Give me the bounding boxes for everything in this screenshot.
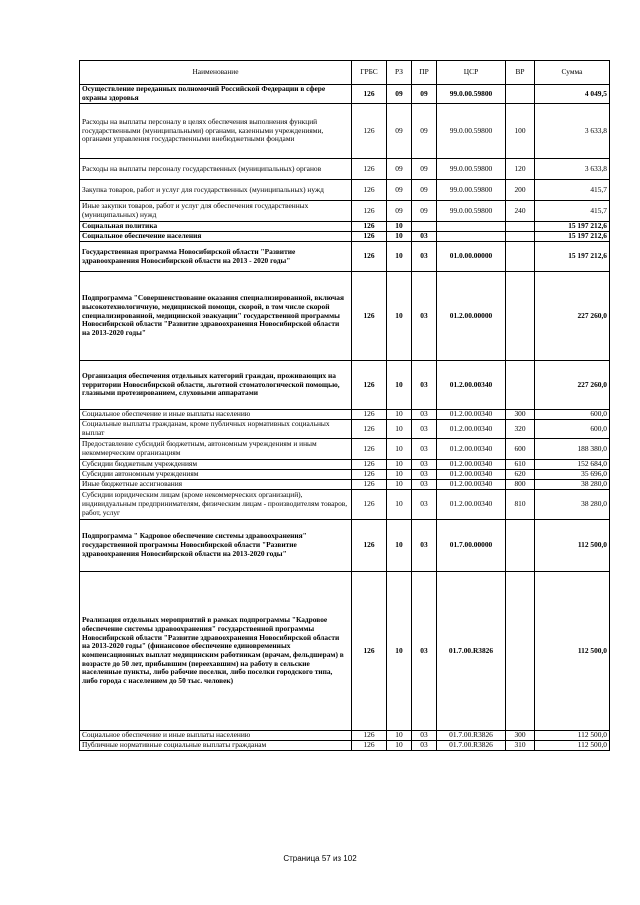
cell-rz: 09 (387, 85, 412, 104)
table-row (80, 480, 610, 490)
table-row (80, 104, 610, 159)
cell-csr: 01.7.00.R3826 (437, 731, 506, 741)
cell-sum: 415,7 (535, 180, 610, 201)
cell-rz: 10 (387, 232, 412, 242)
cell-pr: 03 (412, 572, 437, 731)
cell-sum: 112 500,0 (535, 741, 610, 751)
table-row (80, 420, 610, 439)
cell-pr: 03 (412, 410, 437, 420)
header-sum: Сумма (535, 61, 610, 85)
cell-vr (506, 222, 535, 232)
cell-rz: 10 (387, 731, 412, 741)
cell-pr: 03 (412, 490, 437, 520)
cell-sum: 35 696,0 (535, 470, 610, 480)
cell-pr: 03 (412, 460, 437, 470)
cell-pr: 09 (412, 104, 437, 159)
cell-pr: 03 (412, 242, 437, 272)
cell-grbs: 126 (352, 222, 387, 232)
cell-name: Реализация отдельных мероприятий в рамках подпрограммы "Кадровое обеспечение системы здравоохранения" государственной программы Новосибирской области "Развитие здравоохранения Новосибирской области на 2013-2020 годы" (финансовое обеспечение единовременных компенсационных выплат медицинским работникам (врачам, фельдшерам) в возрасте до 50 лет, прибывшим (переехавшим) на работу в сельские населенные пункты, либо рабочие поселки, либо поселки городского типа, либо города с населением до 50 тыс. человек) (80, 572, 352, 731)
header-csr: ЦСР (437, 61, 506, 85)
cell-sum: 38 280,0 (535, 480, 610, 490)
cell-rz: 10 (387, 272, 412, 361)
cell-vr (506, 361, 535, 410)
cell-vr: 200 (506, 180, 535, 201)
cell-grbs: 126 (352, 460, 387, 470)
cell-name: Иные бюджетные ассигнования (80, 480, 352, 490)
table-row (80, 520, 610, 572)
cell-rz: 10 (387, 420, 412, 439)
cell-csr: 99.0.00.59800 (437, 180, 506, 201)
cell-csr: 01.2.00.00000 (437, 272, 506, 361)
header-grbs: ГРБС (352, 61, 387, 85)
cell-sum: 152 684,0 (535, 460, 610, 470)
cell-pr: 03 (412, 731, 437, 741)
cell-pr: 03 (412, 420, 437, 439)
header-pr: ПР (412, 61, 437, 85)
table-row (80, 180, 610, 201)
table-row (80, 470, 610, 480)
header-name: Наименование (80, 61, 352, 85)
cell-name: Социальное обеспечение и иные выплаты населению (80, 731, 352, 741)
cell-csr: 99.0.00.59800 (437, 201, 506, 222)
cell-rz: 09 (387, 201, 412, 222)
cell-rz: 10 (387, 741, 412, 751)
cell-vr: 600 (506, 439, 535, 460)
table-header-row (80, 61, 610, 85)
header-rz: РЗ (387, 61, 412, 85)
cell-pr: 09 (412, 159, 437, 180)
cell-pr: 03 (412, 480, 437, 490)
cell-sum: 600,0 (535, 410, 610, 420)
cell-sum: 15 197 212,6 (535, 242, 610, 272)
cell-csr: 01.7.00.R3826 (437, 741, 506, 751)
cell-sum: 112 500,0 (535, 731, 610, 741)
cell-vr: 300 (506, 410, 535, 420)
cell-vr (506, 85, 535, 104)
table-row (80, 460, 610, 470)
table-row (80, 85, 610, 104)
cell-name: Закупка товаров, работ и услуг для государственных (муниципальных) нужд (80, 180, 352, 201)
cell-vr: 810 (506, 490, 535, 520)
cell-grbs: 126 (352, 490, 387, 520)
cell-csr: 99.0.00.59800 (437, 159, 506, 180)
cell-rz: 10 (387, 572, 412, 731)
cell-rz: 10 (387, 470, 412, 480)
cell-csr: 01.7.00.00000 (437, 520, 506, 572)
cell-rz: 10 (387, 460, 412, 470)
cell-sum: 4 049,5 (535, 85, 610, 104)
cell-sum: 188 380,0 (535, 439, 610, 460)
table-row (80, 361, 610, 410)
cell-pr: 03 (412, 741, 437, 751)
cell-vr: 240 (506, 201, 535, 222)
cell-grbs: 126 (352, 180, 387, 201)
cell-csr (437, 222, 506, 232)
cell-vr (506, 272, 535, 361)
cell-sum: 112 500,0 (535, 572, 610, 731)
cell-rz: 10 (387, 439, 412, 460)
cell-grbs: 126 (352, 104, 387, 159)
cell-name: Подпрограмма "Совершенствование оказания специализированной, включая высокотехнологичную, медицинской помощи, скорой, в том числе скорой специализированной, медицинской эвакуации" государственной программы Новосибирской области "Развитие здравоохранения Новосибирской области на 2013-2020 годы" (80, 272, 352, 361)
table-row (80, 731, 610, 741)
cell-csr: 99.0.00.59800 (437, 104, 506, 159)
table-row (80, 222, 610, 232)
table-row (80, 490, 610, 520)
table-row (80, 572, 610, 731)
cell-vr: 620 (506, 470, 535, 480)
cell-csr: 01.2.00.00340 (437, 439, 506, 460)
cell-name: Субсидии бюджетным учреждениям (80, 460, 352, 470)
table-row (80, 439, 610, 460)
cell-grbs: 126 (352, 410, 387, 420)
cell-grbs: 126 (352, 520, 387, 572)
cell-vr: 100 (506, 104, 535, 159)
cell-rz: 09 (387, 180, 412, 201)
cell-name: Публичные нормативные социальные выплаты гражданам (80, 741, 352, 751)
cell-vr: 320 (506, 420, 535, 439)
cell-rz: 10 (387, 480, 412, 490)
table-row (80, 159, 610, 180)
cell-name: Социальные выплаты гражданам, кроме публичных нормативных социальных выплат (80, 420, 352, 439)
cell-pr: 03 (412, 470, 437, 480)
cell-name: Расходы на выплаты персоналу государственных (муниципальных) органов (80, 159, 352, 180)
cell-pr: 03 (412, 439, 437, 460)
cell-name: Иные закупки товаров, работ и услуг для обеспечения государственных (муниципальных) нужд (80, 201, 352, 222)
cell-sum: 15 197 212,6 (535, 232, 610, 242)
cell-grbs: 126 (352, 741, 387, 751)
cell-vr (506, 572, 535, 731)
cell-csr: 01.2.00.00340 (437, 410, 506, 420)
table-row (80, 741, 610, 751)
cell-grbs: 126 (352, 85, 387, 104)
cell-pr: 03 (412, 232, 437, 242)
cell-vr: 120 (506, 159, 535, 180)
table-row (80, 242, 610, 272)
budget-table (79, 60, 610, 751)
cell-grbs: 126 (352, 272, 387, 361)
cell-sum: 3 633,8 (535, 159, 610, 180)
cell-csr: 01.2.00.00340 (437, 490, 506, 520)
cell-csr: 01.2.00.00340 (437, 361, 506, 410)
cell-csr: 01.2.00.00340 (437, 420, 506, 439)
cell-grbs: 126 (352, 420, 387, 439)
cell-name: Предоставление субсидий бюджетным, автономным учреждениям и иным некоммерческим организациям (80, 439, 352, 460)
cell-grbs: 126 (352, 731, 387, 741)
cell-rz: 10 (387, 520, 412, 572)
cell-name: Социальное обеспечение и иные выплаты населению (80, 410, 352, 420)
cell-vr: 800 (506, 480, 535, 490)
cell-name: Осуществление переданных полномочий Российской Федерации в сфере охраны здоровья (80, 85, 352, 104)
table-row (80, 272, 610, 361)
cell-sum: 600,0 (535, 420, 610, 439)
cell-pr: 09 (412, 85, 437, 104)
cell-csr: 01.0.00.00000 (437, 242, 506, 272)
cell-name: Субсидии юридическим лицам (кроме некоммерческих организаций), индивидуальным предпринимателям, физическим лицам - производителям товаров, работ, услуг (80, 490, 352, 520)
page-footer: Страница 57 из 102 (283, 854, 357, 863)
cell-csr: 99.0.00.59800 (437, 85, 506, 104)
cell-csr: 01.2.00.00340 (437, 480, 506, 490)
table-row (80, 410, 610, 420)
cell-rz: 10 (387, 222, 412, 232)
table-body (80, 85, 610, 751)
cell-csr: 01.2.00.00340 (437, 470, 506, 480)
cell-rz: 10 (387, 361, 412, 410)
cell-pr: 03 (412, 272, 437, 361)
cell-rz: 10 (387, 242, 412, 272)
cell-grbs: 126 (352, 232, 387, 242)
cell-sum: 227 260,0 (535, 361, 610, 410)
cell-rz: 10 (387, 490, 412, 520)
cell-grbs: 126 (352, 242, 387, 272)
cell-name: Организация обеспечения отдельных категорий граждан, проживающих на территории Новосибирской области, льготной стоматологической помощью, глазными протезированием, слуховыми аппаратами (80, 361, 352, 410)
header-vr: ВР (506, 61, 535, 85)
cell-grbs: 126 (352, 470, 387, 480)
cell-pr: 03 (412, 361, 437, 410)
cell-csr: 01.2.00.00340 (437, 460, 506, 470)
cell-vr (506, 242, 535, 272)
cell-grbs: 126 (352, 439, 387, 460)
cell-pr: 09 (412, 201, 437, 222)
cell-name: Подпрограмма " Кадровое обеспечение системы здравоохранения" государственной программы Новосибирской области "Развитие здравоохранения Новосибирской области на 2013-2020 годы" (80, 520, 352, 572)
cell-name: Субсидии автономным учреждениям (80, 470, 352, 480)
cell-vr: 610 (506, 460, 535, 470)
cell-vr: 310 (506, 741, 535, 751)
cell-grbs: 126 (352, 480, 387, 490)
table-row (80, 201, 610, 222)
cell-name: Социальное обеспечение населения (80, 232, 352, 242)
cell-grbs: 126 (352, 361, 387, 410)
cell-sum: 415,7 (535, 201, 610, 222)
cell-sum: 38 280,0 (535, 490, 610, 520)
cell-rz: 09 (387, 159, 412, 180)
cell-sum: 3 633,8 (535, 104, 610, 159)
cell-vr: 300 (506, 731, 535, 741)
table-row (80, 232, 610, 242)
cell-sum: 112 500,0 (535, 520, 610, 572)
cell-vr (506, 520, 535, 572)
cell-rz: 10 (387, 410, 412, 420)
cell-sum: 15 197 212,6 (535, 222, 610, 232)
cell-csr (437, 232, 506, 242)
cell-pr (412, 222, 437, 232)
cell-pr: 09 (412, 180, 437, 201)
cell-name: Государственная программа Новосибирской области "Развитие здравоохранения Новосибирской области на 2013 - 2020 годы" (80, 242, 352, 272)
cell-name: Социальная политика (80, 222, 352, 232)
cell-pr: 03 (412, 520, 437, 572)
cell-grbs: 126 (352, 159, 387, 180)
cell-grbs: 126 (352, 201, 387, 222)
cell-rz: 09 (387, 104, 412, 159)
cell-name: Расходы на выплаты персоналу в целях обеспечения выполнения функций государственными (муниципальными) органами, казенными учреждениями, органами управления государственными внебюджетными фондами (80, 104, 352, 159)
cell-grbs: 126 (352, 572, 387, 731)
cell-vr (506, 232, 535, 242)
cell-sum: 227 260,0 (535, 272, 610, 361)
cell-csr: 01.7.00.R3826 (437, 572, 506, 731)
